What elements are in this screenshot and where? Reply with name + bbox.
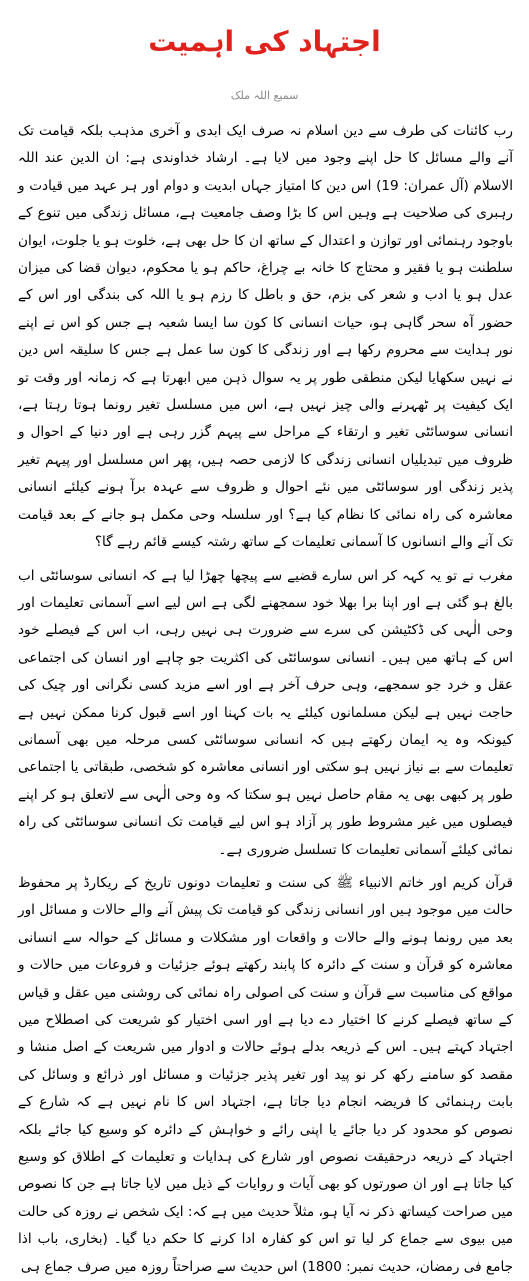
article-paragraph: رب کائنات کی طرف سے دین اسلام نہ صرف ایک ابدی و آخری مذہب بلکہ قیامت تک آنے والے مسائل کا حل اپنے وجود میں لایا ہے۔ ارشاد خداوندی ہے: ان الدین عند اللہ الاسلام (آل عمران: 19) اس دین کا امتیاز جہاں ابدیت و دوام اور ہر عہد میں قیادت و رہبری کی صلاحیت ہے وہیں اس کا بڑا وصف جامعیت ہے، مسائل زندگی میں تنوع کے باوجود رہنمائی اور توازن و اعتدال کے ساتھ ان کا حل بھی ہے، خلوت ہو یا جلوت، ایوان سلطنت ہو یا فقیر و محتاج کا خانہ بے چراغ، حاکم ہو یا محکوم، دیوان قضا کی میزان عدل ہو یا ادب و شعر کی بزم، حق و باطل کا رزم ہو یا اللہ کی بندگی اور اس کے حضور آہ سحر گاہی ہو، حیات انسانی کا کون سا ایسا شعبہ ہے جس کو اس نے اپنے نور ہدایت سے محروم رکھا ہے اور زندگی کا کون سا عمل ہے جس کا سلیقہ اس دین نے نہیں سکھایا لیکن منطقی طور پر یہ سوال ذہن میں ابھرتا ہے کہ زمانہ اور وقت تو ایک کیفیت پر ٹھہرنے والی چیز نہیں ہے، اس میں مسلسل تغیر رونما ہوتا رہتا ہے، انسانی سوسائٹی تغیر و ارتقاء کے مراحل سے پیہم گزر رہی ہے اور دنیا کے احوال و ظروف میں تبدیلیاں انسانی زندگی کا لازمی حصہ ہیں، پھر اس مسلسل اور پیہم تغیر پذیر زندگی اور سوسائٹی میں نئے احوال و ظروف سے عہدہ برآ ہونے کیلئے انسانی معاشرہ کی راہ نمائی کا نظام کیا ہے؟ اور سلسلہ وحی مکمل ہو جانے کے بعد قیامت تک آنے والے انسانوں کا آسمانی تعلیمات کے ساتھ رشتہ کیسے قائم رہے گا؟ [18,123,513,551]
article-paragraph: مغرب نے تو یہ کہہ کر اس سارے قضیے سے پیچھا چھڑا لیا ہے کہ انسانی سوسائٹی اب بالغ ہو گئی ہے اور اپنا برا بھلا خود سمجھنے لگی ہے اس لیے اسے آسمانی تعلیمات اور وحی الٰہی کی ڈکٹیشن کی سرے سے ضرورت ہی نہیں رہی، اب اس کے فیصلے خود اس کے ہاتھ میں ہیں۔ انسانی سوسائٹی کی اکثریت جو چاہے اور انسان کی اجتماعی عقل و خرد جو سمجھے، وہی حرف آخر ہے اور اسے مزید کسی نگرانی اور چیک کی حاجت نہیں ہے لیکن مسلمانوں کیلئے یہ بات کہنا اور اسے قبول کرنا ممکن نہیں ہے کیونکہ وہ یہ ایمان رکھتے ہیں کہ انسانی سوسائٹی کسی مرحلہ میں بھی آسمانی تعلیمات سے بے نیاز نہیں ہو سکتی اور انسانی معاشرہ کو شخصی، طبقاتی یا اجتماعی طور پر کبھی بھی یہ مقام حاصل نہیں ہو سکتا کہ وہ وحی الٰہی سے لاتعلق ہو کر اپنے فیصلوں میں غیر مشروط طور پر آزاد ہو اس لیے قیامت تک انسانی سوسائٹی کی راہ نمائی کیلئے آسمانی تعلیمات کا تسلسل ضروری ہے۔ [18,567,513,858]
article-body [18,118,513,1281]
article-paragraph: قرآن کریم اور خاتم الانبیاء ﷺ کی سنت و تعلیمات دونوں تاریخ کے ریکارڈ پر محفوظ حالت میں موجود ہیں اور انسانی زندگی کو قیامت تک پیش آنے والے حالات و مسائل اور بعد میں رونما ہونے والے حالات و واقعات اور مشکلات و مسائل کے حوالہ سے انسانی معاشرہ کو قرآن و سنت کے دائرہ کا پابند رکھتے ہوئے جزئیات و فروعات میں حالات و مواقع کی مناسبت سے قرآن و سنت کی اصولی راہ نمائی کی روشنی میں عقل و قیاس کے ساتھ فیصلے کرنے کا اختیار دے دیا ہے اور اسی اختیار کو شریعت کی اصطلاح میں اجتہاد کہتے ہیں۔ اس کے ذریعہ بدلے ہوئے حالات و ادوار میں شریعت کے اصل منشا و مقصد کو سامنے رکھ کر نو پید اور تغیر پذیر جزئیات و مسائل اور ذرائع و وسائل کی بابت رہنمائی کا فریضہ انجام دیا جاتا ہے، اجتہاد اس کا نام نہیں ہے کہ شارع کے نصوص کو محدود کر دیا جائے یا اپنی رائے و خواہش کے دائرہ کو وسیع کیا جائے بلکہ اجتہاد کے ذریعہ درحقیقت نصوص اور شارع کی ہدایات و تعلیمات کے اطلاق کو وسیع کیا جاتا ہے اور ان صورتوں کو بھی آیات و روایات کے ذیل میں لایا جاتا ہے جن کا نصوص میں صراحت کیساتھ ذکر نہ آیا ہو، مثلاً حدیث میں ہے کہ: ایک شخص نے روزہ کی حالت میں بیوی سے جماع کر لیا تو اس کو کفارہ ادا کرنے کا حکم دیا گیا۔ (بخاری، باب اذا جامع فی رمضان، حدیث نمبر: 1800) اس حدیث سے صراحتاً روزہ میں صرف جماع ہی [18,874,513,1275]
article-title: اجتہاد کی اہمیت [148,25,381,58]
author-byline: سمیع اللہ ملک [230,89,299,102]
